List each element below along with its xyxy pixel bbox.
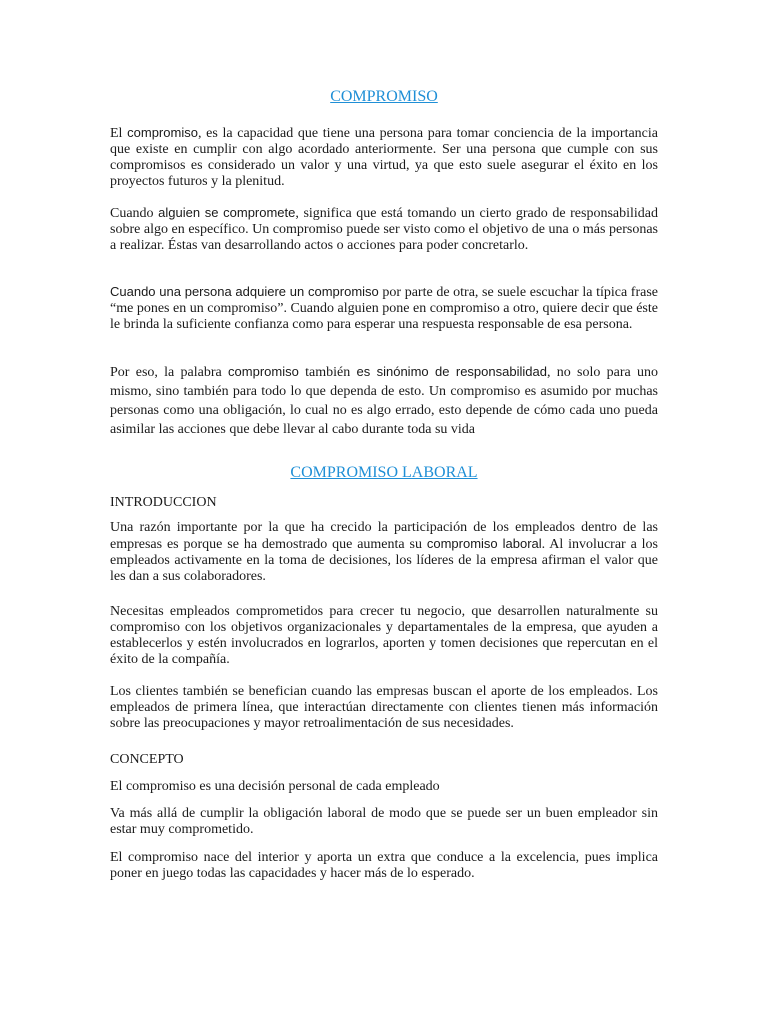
paragraph-acquire xyxy=(110,284,658,333)
heading-concepto: CONCEPTO xyxy=(110,752,184,767)
paragraph-concept-2: Va más allá de cumplir la obligación laboral de modo que se puede ser un buen empleador sin estar muy comprometido. xyxy=(110,806,658,837)
paragraph-commitment xyxy=(110,205,658,254)
paragraph-concept-1: El compromiso es una decisión personal de cada empleado xyxy=(110,779,440,794)
highlighted-term: es sinónimo de responsabilidad xyxy=(356,364,547,379)
text-run: El xyxy=(110,126,128,141)
paragraph-responsibility xyxy=(110,362,658,439)
highlighted-term: compromiso xyxy=(228,364,299,379)
text-run: , no solo para uno mismo, sino también para todo lo que dependa de esto. Un compromiso es asumido por muchas personas como una obligación, lo cual no es algo errado, esto depende de cómo cada uno pueda asimilar las acciones que debe llevar al cabo durante toda su vida xyxy=(110,365,658,437)
paragraph-employees: Necesitas empleados comprometidos para crecer tu negocio, que desarrollen naturalmente su compromiso con los objetivos organizacionales y departamentales de la empresa, que ayuden a establecerlos y estén involucrados en lograrlos, aporten y tomen decisiones que repercutan en el éxito de la compañía. xyxy=(110,604,658,667)
text-run: Cuando xyxy=(110,206,159,221)
paragraph-concept-3: El compromiso nace del interior y aporta un extra que conduce a la excelencia, pues implica poner en juego todas las capacidades y hacer más de lo esperado. xyxy=(110,850,658,881)
heading-introduccion: INTRODUCCION xyxy=(110,495,217,510)
section-title-compromiso: COMPROMISO xyxy=(330,88,438,105)
text-run: también xyxy=(298,365,357,380)
text-run: Por eso, la palabra xyxy=(110,365,229,380)
highlighted-term: compromiso xyxy=(127,125,198,140)
paragraph-clients: Los clientes también se benefician cuando las empresas buscan el aporte de los empleados. Los empleados de primera línea, que interactúan directamente con clientes tienen más información sobre las preocupaciones y mayor retroalimentación de sus necesidades. xyxy=(110,684,658,731)
text-run: por parte de otra, se suele escuchar la típica frase “me pones en un compromiso”. Cuando alguien pone en compromiso a otro, quiere decir que éste le brinda la suficiente confianza como para esperar una respuesta responsable de esa persona. xyxy=(110,285,658,332)
text-run: Una razón importante por la que ha crecido la participación de los empleados dentro de las empresas es porque se ha demostrado que aumenta su xyxy=(110,520,658,552)
paragraph-definition xyxy=(110,125,658,190)
text-run: , es la capacidad que tiene una persona para tomar conciencia de la importancia que existe en cumplir con algo acordado anteriormente. Ser una persona que cumple con sus compromisos es considerado un valor y una virtud, ya que esto suele asegurar el éxito en los proyectos futuros y la plenitud. xyxy=(110,126,659,189)
highlighted-term: Cuando una persona adquiere un compromiso xyxy=(110,284,379,299)
section-title-compromiso-laboral: COMPROMISO LABORAL xyxy=(290,464,478,481)
paragraph-participation xyxy=(110,520,658,585)
text-run: , significa que está tomando un cierto grado de responsabilidad sobre algo en específico. Un compromiso puede ser visto como el objetivo de una o más personas a realizar. Éstas van desarrollando actos o acciones para poder concretarlo. xyxy=(110,206,658,253)
highlighted-term: compromiso laboral xyxy=(426,536,542,551)
highlighted-term: alguien se compromete xyxy=(158,205,296,220)
text-run: . Al involucrar a los empleados activamente en la toma de decisiones, los líderes de la empresa afirman el valor que les dan a sus colaboradores. xyxy=(110,537,659,584)
